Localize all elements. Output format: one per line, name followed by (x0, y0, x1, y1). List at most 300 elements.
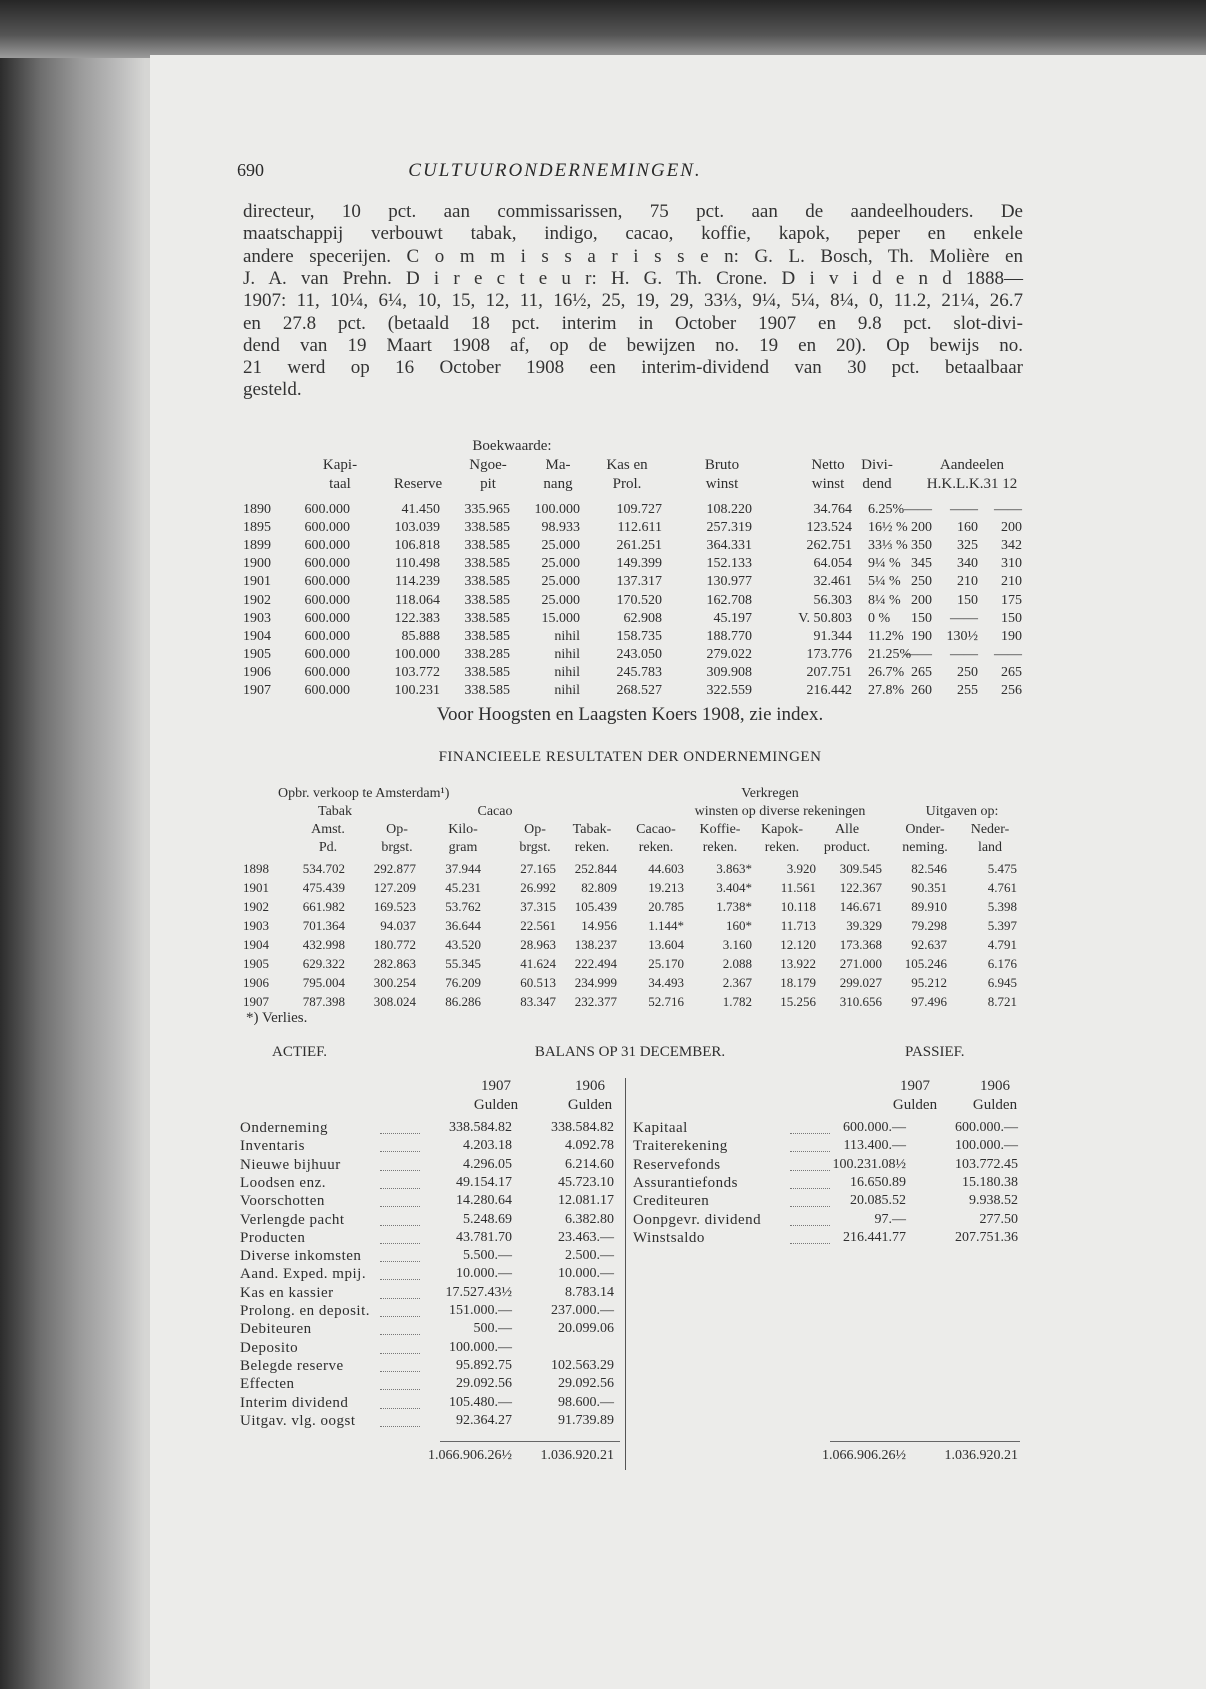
column-header: Onder- (905, 822, 945, 837)
table-cell: 265 (1001, 664, 1022, 680)
table-cell: —— (950, 610, 978, 626)
table-cell: 340 (957, 556, 978, 572)
amount-1907: 5.248.69 (463, 1211, 512, 1227)
table-cell: 245.783 (616, 664, 662, 680)
dot-leader (790, 1170, 830, 1171)
table-cell: 8.721 (987, 994, 1017, 1009)
table-cell: 36.644 (445, 918, 481, 933)
table-cell: 91.344 (813, 628, 852, 644)
table-cell: 345 (911, 556, 932, 572)
table-cell: 250 (957, 664, 978, 680)
table-cell: 60.513 (520, 975, 556, 990)
table-cell: nihil (554, 683, 580, 698)
table-cell: 114.239 (395, 574, 440, 590)
table-cell: 261.251 (616, 538, 662, 554)
table-cell: 338.585 (464, 683, 510, 698)
amount-1907: 14.280.64 (456, 1193, 512, 1209)
column-group: Cacao (477, 804, 513, 819)
dot-leader (380, 1371, 420, 1372)
table-cell: 325 (957, 538, 978, 554)
table-cell: 173.368 (839, 937, 882, 952)
amount-1906: 23.463.— (558, 1229, 614, 1245)
row-year: 1905 (243, 956, 269, 971)
column-header: dend (862, 476, 892, 492)
dot-leader (380, 1243, 420, 1244)
column-header: Kas en (606, 457, 648, 473)
table-cell: 234.999 (574, 975, 617, 990)
table-cell: 216.442 (806, 683, 852, 698)
table-cell: 103.772 (394, 664, 440, 680)
table-cell: 100.000 (394, 646, 440, 662)
table-cell: 1.782 (722, 994, 752, 1009)
table-cell: 11.713 (780, 918, 816, 933)
column-header: Netto (811, 457, 845, 473)
column-header: pit (480, 476, 496, 492)
column-header: Prol. (612, 476, 642, 492)
table-cell: 82.546 (911, 861, 947, 876)
column-header: Tabak- (572, 822, 612, 837)
amount-1907: 17.527.43½ (445, 1284, 512, 1300)
table-cell: 292.877 (373, 861, 416, 876)
table-cell: 534.702 (302, 861, 345, 876)
table-cell: 25.170 (648, 956, 684, 971)
row-year: 1895 (243, 520, 271, 536)
group-header: Boekwaarde: (472, 438, 552, 454)
account-label: Crediteuren (633, 1193, 710, 1210)
table-cell: 83.347 (520, 994, 556, 1009)
table-cell: 53.762 (445, 899, 481, 914)
amount-1906: 91.739.89 (558, 1412, 614, 1428)
table-cell: 41.450 (401, 502, 440, 517)
table-cell: 265 (911, 664, 932, 680)
table-cell: 28.963 (520, 937, 556, 952)
amount-1906: 2.500.— (565, 1248, 614, 1264)
table-cell: 13.604 (648, 937, 684, 952)
table-note: Voor Hoogsten en Laagsten Koers 1908, zie index. (436, 704, 824, 725)
table-cell: 110.498 (395, 556, 440, 572)
table-cell: 207.751 (806, 664, 852, 680)
table-cell: 146.671 (839, 899, 882, 914)
table-cell: 338.585 (464, 556, 510, 572)
paragraph-line: maatschappij verbouwt tabak, indigo, cacao, koffie, kapok, peper en enkele (243, 223, 1023, 245)
column-header: Alle (834, 822, 860, 837)
amount-1906: 98.600.— (558, 1394, 614, 1410)
table-cell: 169.523 (373, 899, 416, 914)
table-cell: 338.585 (464, 520, 510, 536)
table-cell: 190 (911, 628, 932, 644)
scan-top-shadow (0, 0, 1206, 58)
table-cell: 82.809 (581, 880, 617, 895)
table-cell: 299.027 (839, 975, 882, 990)
table-cell: 342 (1001, 538, 1022, 554)
table-cell: 170.520 (616, 592, 662, 608)
amount-1907: 113.400.— (843, 1138, 906, 1154)
dot-leader (380, 1261, 420, 1262)
table-cell: 210 (957, 574, 978, 590)
table-cell: 122.383 (394, 610, 440, 626)
page-number: 690 (237, 160, 264, 180)
account-label: Kas en kassier (240, 1284, 334, 1301)
column-header: Bruto (704, 457, 740, 473)
dot-leader (380, 1353, 420, 1354)
row-year: 1905 (243, 646, 271, 662)
table-cell: 21.25% (868, 646, 912, 662)
table-cell: 98.933 (541, 520, 580, 536)
balance-divider (625, 1078, 626, 1470)
amount-1907: 105.480.— (449, 1394, 512, 1410)
table-cell: 138.237 (574, 937, 617, 952)
table-cell: 4.791 (987, 937, 1017, 952)
table-cell: 55.345 (445, 956, 481, 971)
amount-1907: 43.781.70 (456, 1229, 512, 1245)
column-header: Kapi- (322, 457, 358, 473)
table-cell: 475.439 (302, 880, 345, 895)
row-year: 1906 (243, 664, 271, 680)
table-cell: 32.461 (813, 574, 852, 590)
table-cell: 44.603 (648, 861, 684, 876)
amount-1906: 237.000.— (551, 1303, 614, 1318)
table-cell: 95.212 (911, 975, 947, 990)
table-cell: 243.050 (616, 646, 662, 662)
table-cell: 600.000 (304, 628, 350, 644)
row-year: 1899 (243, 538, 271, 554)
table-cell: 5.397 (987, 918, 1017, 933)
table-cell: 149.399 (616, 556, 662, 572)
table-cell: 162.708 (706, 592, 752, 608)
account-label: Traiterekening (633, 1138, 728, 1155)
table-cell: 661.982 (302, 899, 345, 914)
dot-leader (790, 1188, 830, 1189)
amount-1907: 600.000.— (843, 1120, 906, 1135)
table-cell: 105.246 (904, 956, 947, 971)
amount-1907: 16.650.89 (850, 1174, 906, 1190)
year-header: 1906 (980, 1078, 1010, 1094)
row-year: 1900 (243, 556, 271, 572)
table-cell: 27.8% (868, 683, 905, 698)
table-cell: 271.000 (839, 956, 882, 971)
table-cell: 160 (957, 520, 978, 536)
table-cell: —— (994, 646, 1022, 662)
dot-leader (790, 1225, 830, 1226)
year-header: 1907 (900, 1078, 930, 1094)
column-header: Neder- (970, 822, 1010, 837)
column-header: land (977, 840, 1003, 855)
table-cell: 22.561 (520, 918, 556, 933)
table-cell: 600.000 (304, 556, 350, 572)
table-cell: 338.585 (464, 574, 510, 590)
table-cell: 8¼ % (868, 592, 901, 608)
table-cell: 3.920 (786, 861, 816, 876)
table-cell: 160* (726, 918, 752, 933)
table-cell: 188.770 (706, 628, 752, 644)
column-header: product. (823, 840, 871, 855)
unit-header: Gulden (567, 1097, 613, 1113)
table-cell: 338.285 (464, 646, 510, 662)
table-cell: 6.25% (868, 502, 905, 517)
table-cell: 150 (1001, 610, 1022, 626)
amount-1906: 10.000.— (558, 1266, 614, 1282)
table-cell: 34.764 (813, 502, 852, 517)
amount-1906: 6.382.80 (565, 1211, 614, 1227)
dot-leader (380, 1279, 420, 1280)
dot-leader (380, 1316, 420, 1317)
dot-leader (380, 1389, 420, 1390)
table-cell: 255 (957, 683, 978, 698)
table-cell: 787.398 (302, 994, 345, 1009)
column-header: Amst. (311, 822, 345, 837)
table-cell: 322.559 (706, 683, 752, 698)
column-header: Cacao- (636, 822, 676, 837)
amount-1907: 500.— (473, 1321, 512, 1337)
table-cell: 56.303 (813, 592, 852, 608)
amount-1906: 207.751.36 (955, 1229, 1018, 1245)
dot-leader (380, 1225, 420, 1226)
table-cell: —— (950, 646, 978, 662)
amount-1907: 29.092.56 (456, 1376, 512, 1392)
amount-1906: 9.938.52 (969, 1193, 1018, 1209)
account-label: Effecten (240, 1376, 295, 1393)
table-cell: 18.179 (780, 975, 816, 990)
amount-1907: 97.— (874, 1211, 906, 1227)
amount-1907: 92.364.27 (456, 1412, 512, 1428)
row-year: 1907 (243, 994, 269, 1009)
amount-1906: 100.000.— (955, 1138, 1018, 1154)
table-cell: 600.000 (304, 502, 350, 517)
total-rule (830, 1441, 1020, 1442)
table-cell: 5.398 (987, 899, 1017, 914)
table-cell: 11.561 (780, 880, 816, 895)
amount-1906: 338.584.82 (551, 1120, 614, 1135)
actief-label: ACTIEF. (272, 1044, 328, 1060)
account-label: Uitgav. vlg. oogst (240, 1412, 356, 1429)
table-cell: —— (904, 646, 932, 662)
paragraph-line: andere specerijen. C o m m i s s a r i s s e n: G. L. Bosch, Th. Molière en (243, 245, 1023, 267)
dot-leader (790, 1206, 830, 1207)
table-cell: 252.844 (574, 861, 617, 876)
dot-leader (380, 1298, 420, 1299)
column-header: reken. (702, 840, 738, 855)
table-cell: 150 (911, 610, 932, 626)
table-cell: nihil (554, 664, 580, 680)
table-cell: V. 50.803 (798, 610, 852, 626)
amount-1906: 102.563.29 (551, 1357, 614, 1373)
table-cell: 250 (911, 574, 932, 590)
table-cell: 338.585 (464, 664, 510, 680)
column-header: Divi- (861, 457, 893, 473)
table-cell: 6.176 (987, 956, 1017, 971)
row-year: 1906 (243, 975, 269, 990)
column-header: reken. (764, 840, 800, 855)
table-cell: 1.738* (716, 899, 752, 914)
table-cell: 600.000 (304, 520, 350, 536)
column-header: Ma- (545, 457, 571, 473)
table-cell: 257.319 (706, 520, 752, 536)
table-cell: 300.254 (373, 975, 416, 990)
table-cell: 19.213 (648, 880, 684, 895)
table-cell: 123.524 (806, 520, 852, 536)
footnote: *) Verlies. (246, 1010, 308, 1026)
row-year: 1902 (243, 592, 271, 608)
table-cell: 338.585 (464, 628, 510, 644)
amount-1906: 277.50 (979, 1211, 1018, 1227)
table-cell: 150 (957, 592, 978, 608)
account-label: Inventaris (240, 1138, 305, 1155)
table-cell: 3.863* (716, 861, 752, 876)
table-cell: 89.910 (911, 899, 947, 914)
table-cell: 4.761 (987, 880, 1017, 895)
unit-header: Gulden (972, 1097, 1018, 1113)
amount-1906: 12.081.17 (558, 1193, 614, 1209)
amount-1907: 216.441.77 (843, 1229, 906, 1245)
table-cell: 1.144* (648, 918, 684, 933)
table-cell: 85.888 (401, 628, 440, 644)
amount-1907: 49.154.17 (456, 1174, 512, 1190)
table-cell: 90.351 (911, 880, 947, 895)
column-header: brgst. (519, 840, 551, 855)
table-cell: 45.231 (445, 880, 481, 895)
table-cell: 210 (1001, 574, 1022, 590)
table-cell: —— (994, 502, 1022, 517)
year-header: 1906 (575, 1078, 605, 1094)
table-cell: 600.000 (304, 664, 350, 680)
column-header: gram (448, 840, 478, 855)
table-cell: 338.585 (464, 538, 510, 554)
table-cell: 25.000 (541, 574, 580, 590)
table-cell: 108.220 (706, 502, 752, 517)
column-header: Reserve (393, 476, 443, 492)
table-cell: 308.024 (373, 994, 416, 1009)
table-cell: 14.956 (581, 918, 617, 933)
dot-leader (380, 1206, 420, 1207)
account-label: Onderneming (240, 1120, 328, 1136)
amount-1906: 8.783.14 (565, 1284, 614, 1300)
table-cell: 6.945 (987, 975, 1017, 990)
table-cell: 25.000 (541, 592, 580, 608)
column-group: Uitgaven op: (925, 804, 999, 819)
table-cell: 256 (1001, 683, 1022, 698)
column-header: neming. (902, 840, 948, 855)
amount-1907: 4.296.05 (463, 1156, 512, 1172)
amount-1907: 95.892.75 (456, 1357, 512, 1373)
amount-1906: 45.723.10 (558, 1174, 614, 1190)
dot-leader (790, 1151, 830, 1152)
paragraph-line: 1907: 11, 10¼, 6¼, 10, 15, 12, 11, 16½, 25, 19, 29, 33⅓, 9¼, 5¼, 8¼, 0, 11.2, 21¼, 26.7 (243, 290, 1023, 312)
paragraph-line: 21 werd op 16 October 1908 een interim-dividend van 30 pct. betaalbaar (243, 357, 1023, 379)
row-year: 1903 (243, 610, 271, 626)
table-cell: 309.545 (839, 861, 882, 876)
table-cell: 260 (911, 683, 932, 698)
column-header: Op- (524, 822, 546, 837)
amount-1906: 6.214.60 (565, 1156, 614, 1172)
amount-1907: 4.203.18 (463, 1138, 512, 1154)
table-cell: 130.977 (706, 574, 752, 590)
column-header: Ngoe- (469, 457, 507, 473)
account-label: Loodsen enz. (240, 1174, 326, 1191)
column-header: reken. (574, 840, 610, 855)
table-cell: 15.000 (541, 610, 580, 626)
row-year: 1904 (243, 937, 269, 952)
amount-1907: 100.000.— (449, 1339, 512, 1355)
column-header: Aandeelen (939, 457, 1005, 473)
amount-1907: 20.085.52 (850, 1193, 906, 1209)
column-header: H.K.L.K.31 12 (926, 476, 1018, 492)
account-label: Reservefonds (633, 1156, 721, 1173)
table-cell: 97.496 (911, 994, 947, 1009)
table-cell: 310 (1001, 556, 1022, 572)
table-cell: 180.772 (373, 937, 416, 952)
account-label: Prolong. en deposit. (240, 1303, 370, 1319)
amount-1907: 151.000.— (449, 1303, 512, 1318)
column-group: Opbr. verkoop te Amsterdam¹) (278, 786, 450, 801)
table-cell: 92.637 (911, 937, 947, 952)
paragraph-line: dend van 19 Maart 1908 af, op de bewijzen no. 19 en 20). Op bewijs no. (243, 334, 1023, 356)
column-group: Tabak (317, 804, 353, 819)
amount-1906: 4.092.78 (565, 1138, 614, 1154)
table-cell: 122.367 (839, 880, 882, 895)
table-cell: 629.322 (302, 956, 345, 971)
dot-leader (380, 1334, 420, 1335)
account-label: Oonpgevr. dividend (633, 1211, 762, 1228)
account-label: Verlengde pacht (240, 1211, 345, 1228)
table-cell: 20.785 (648, 899, 684, 914)
table-cell: 262.751 (806, 538, 852, 554)
table-cell: 100.000 (534, 502, 580, 517)
table-cell: nihil (554, 628, 580, 644)
table-cell: 795.004 (302, 975, 345, 990)
table-cell: 106.818 (394, 538, 440, 554)
column-header: Kilo- (448, 822, 478, 837)
table-cell: 432.998 (302, 937, 345, 952)
account-label: Voorschotten (240, 1193, 325, 1210)
column-header: Op- (386, 822, 408, 837)
table-cell: 105.439 (574, 899, 617, 914)
table-cell: 25.000 (541, 538, 580, 554)
table-cell: 279.022 (706, 646, 752, 662)
table-cell: 112.611 (617, 520, 662, 536)
table-cell: 600.000 (304, 610, 350, 626)
table-cell: 200 (911, 592, 932, 608)
total-1906: 1.036.920.21 (944, 1448, 1018, 1463)
table-cell: nihil (554, 646, 580, 662)
column-header: winst (811, 476, 845, 492)
amount-1907: 5.500.— (463, 1248, 512, 1264)
table-cell: 100.231 (394, 683, 440, 698)
table-cell: 175 (1001, 592, 1022, 608)
table-cell: 158.735 (616, 628, 662, 644)
amount-1906: 600.000.— (955, 1120, 1018, 1135)
row-year: 1901 (243, 880, 269, 895)
account-label: Diverse inkomsten (240, 1248, 362, 1265)
row-year: 1890 (243, 502, 271, 517)
total-rule (440, 1441, 620, 1442)
column-header: winst (705, 476, 739, 492)
table-cell: 600.000 (304, 574, 350, 590)
table-cell: 309.908 (706, 664, 752, 680)
passief-label: PASSIEF. (905, 1044, 965, 1060)
table-cell: 26.992 (520, 880, 556, 895)
table-cell: 103.039 (394, 520, 440, 536)
row-year: 1903 (243, 918, 269, 933)
table-cell: 127.209 (373, 880, 416, 895)
account-label: Aand. Exped. mpij. (240, 1266, 367, 1283)
table-cell: 11.2% (868, 628, 904, 644)
column-header: taal (329, 476, 351, 492)
table-cell: 33⅓ % (868, 538, 908, 554)
table-cell: 37.944 (445, 861, 481, 876)
dot-leader (380, 1133, 420, 1134)
dot-leader (790, 1243, 830, 1244)
account-label: Debiteuren (240, 1321, 312, 1338)
